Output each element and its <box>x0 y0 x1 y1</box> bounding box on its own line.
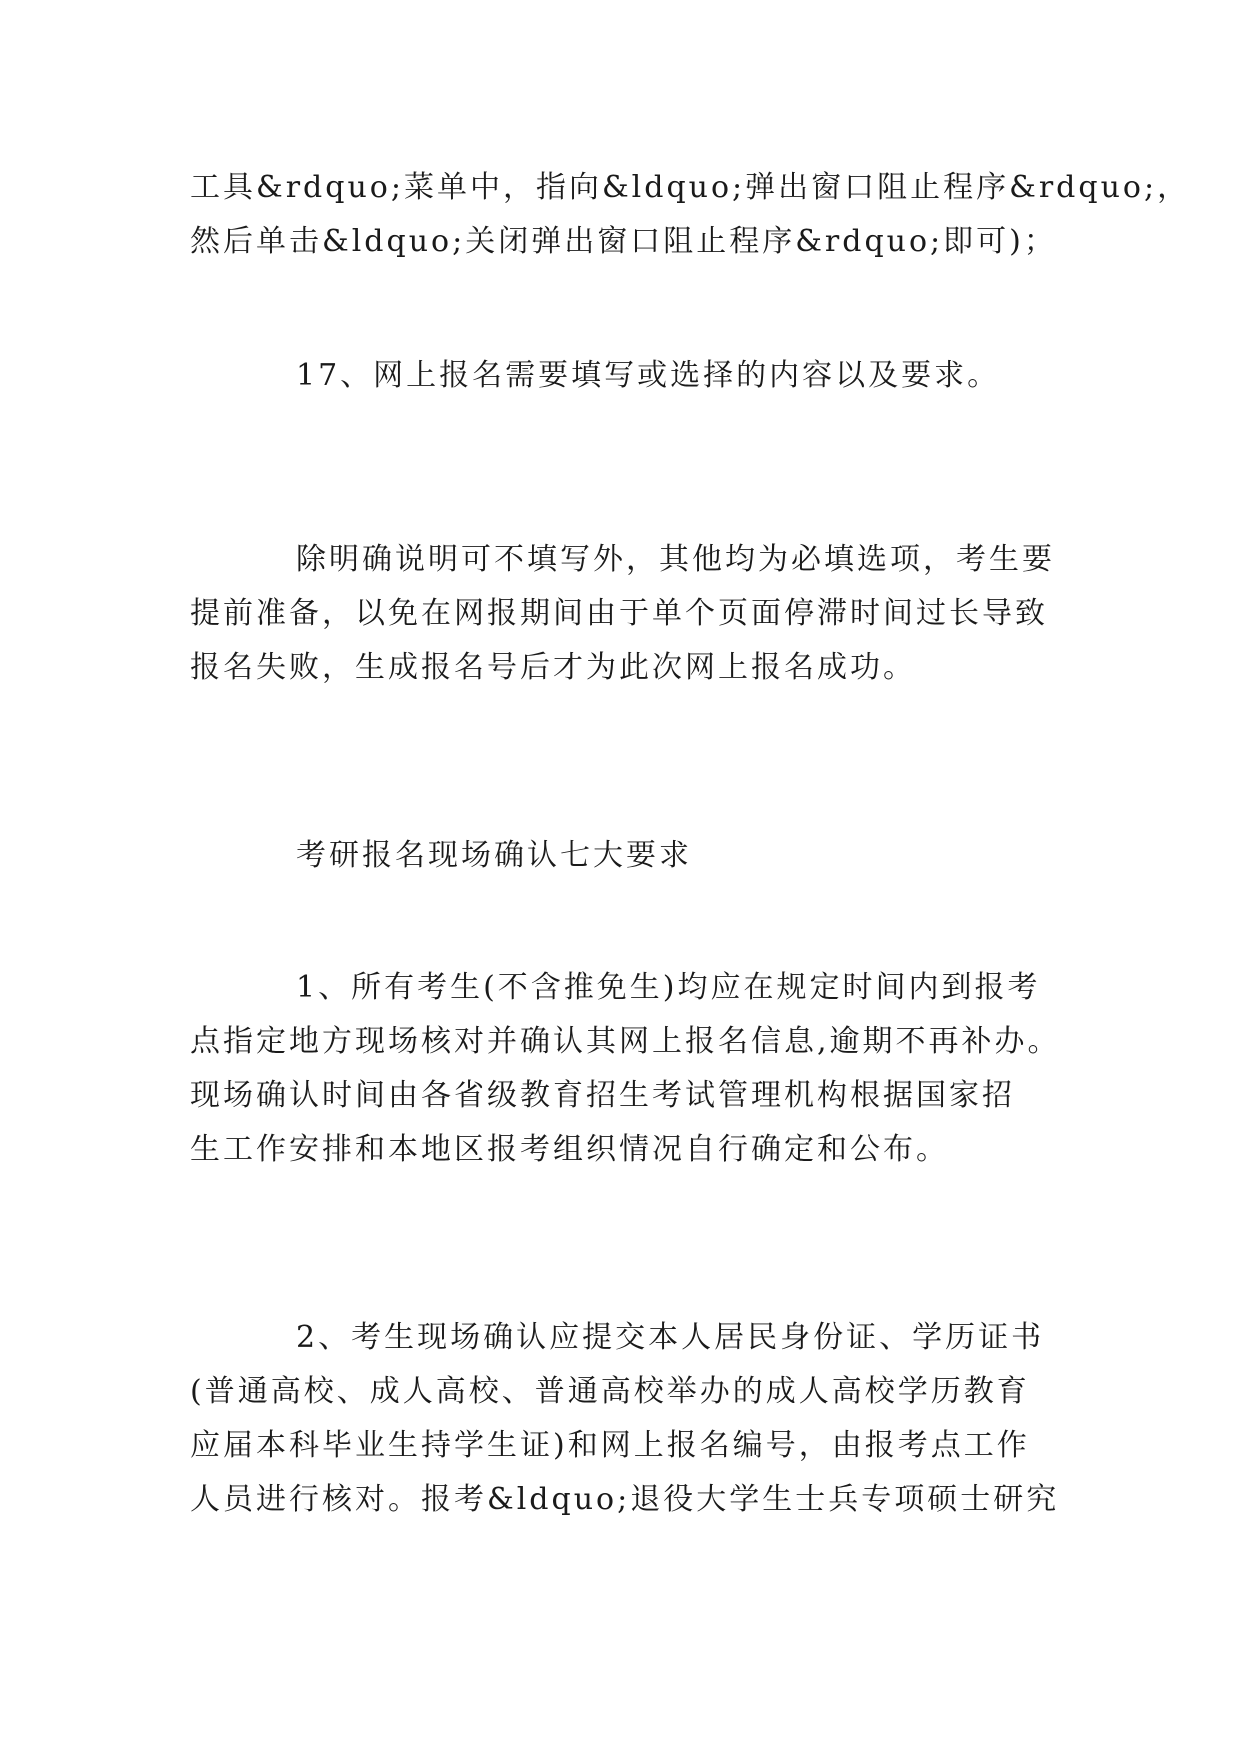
item-1-line-2: 点指定地方现场核对并确认其网上报名信息,逾期不再补办。 <box>190 1024 1061 1059</box>
paragraph-requirements-line-3: 报名失败，生成报名号后才为此次网上报名成功。 <box>190 650 916 685</box>
item-2-line-2: (普通高校、成人高校、普通高校举办的成人高校学历教育 <box>190 1374 1030 1409</box>
paragraph-requirements-line-2: 提前准备，以免在网报期间由于单个页面停滞时间过长导致 <box>190 596 1048 631</box>
item-1-line-4: 生工作安排和本地区报考组织情况自行确定和公布。 <box>190 1132 949 1167</box>
paragraph-continuation-line-2: 然后单击&ldquo;关闭弹出窗口阻止程序&rdquo;即可)； <box>190 224 1057 259</box>
item-2-line-1: 2、考生现场确认应提交本人居民身份证、学历证书 <box>296 1320 1045 1355</box>
paragraph-continuation-line-1: 工具&rdquo;菜单中，指向&ldquo;弹出窗口阻止程序&rdquo;， <box>190 170 1191 205</box>
item-2-line-3: 应届本科毕业生持学生证)和网上报名编号，由报考点工作 <box>190 1428 1030 1463</box>
item-1-line-1: 1、所有考生(不含推免生)均应在规定时间内到报考 <box>296 970 1041 1005</box>
item-2-line-4: 人员进行核对。报考&ldquo;退役大学生士兵专项硕士研究 <box>190 1482 1060 1517</box>
section-title: 考研报名现场确认七大要求 <box>296 838 692 873</box>
paragraph-requirements-line-1: 除明确说明可不填写外，其他均为必填选项，考生要 <box>296 542 1055 577</box>
item-1-line-3: 现场确认时间由各省级教育招生考试管理机构根据国家招 <box>190 1078 1015 1113</box>
item-17-heading: 17、网上报名需要填写或选择的内容以及要求。 <box>296 358 1001 393</box>
